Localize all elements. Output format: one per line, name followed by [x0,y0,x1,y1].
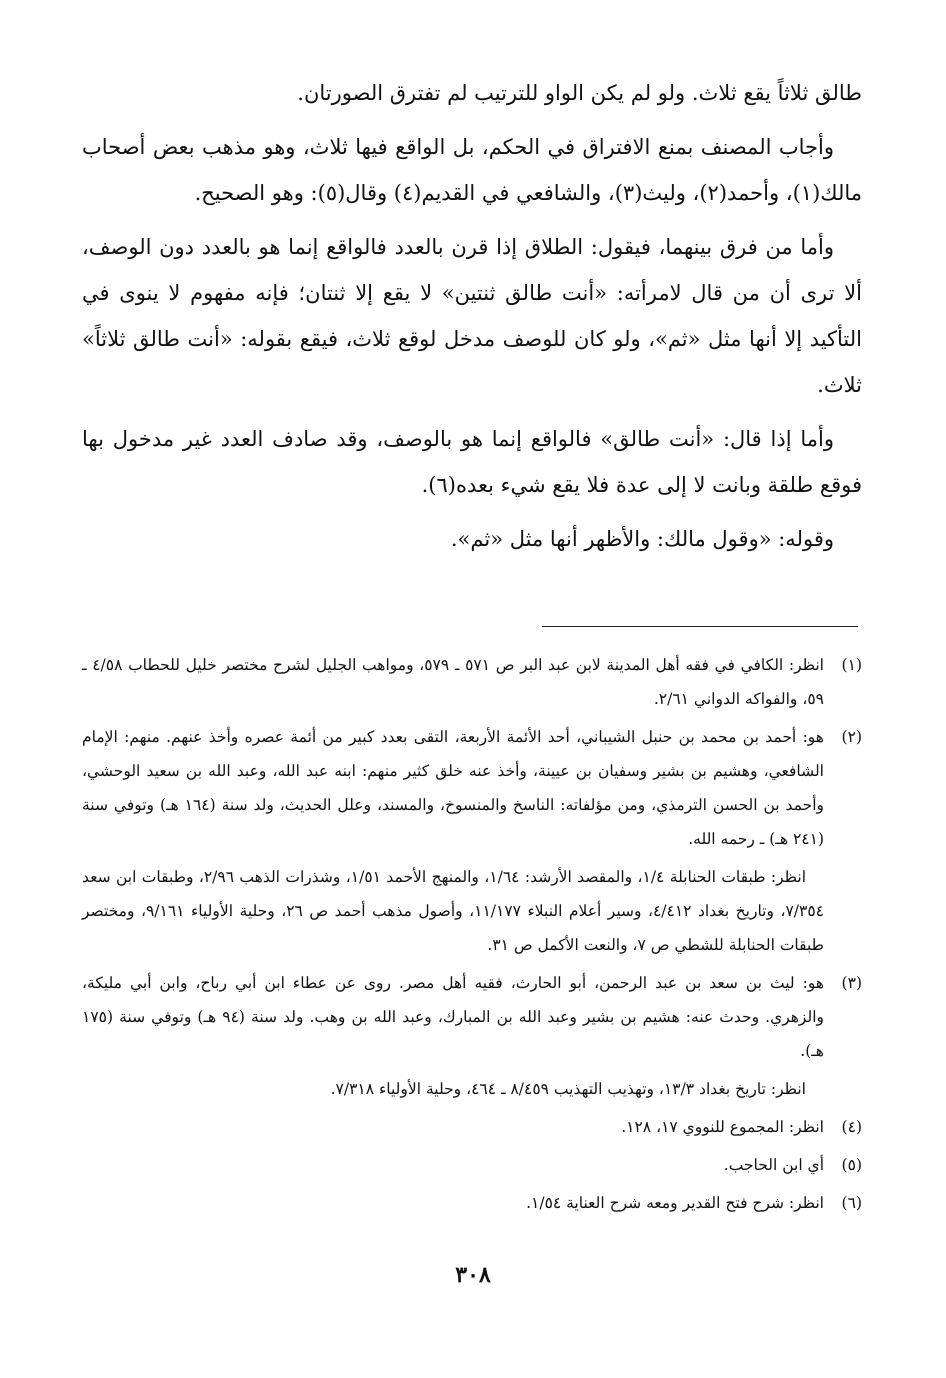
paragraph: وقوله: «وقول مالك: والأظهر أنها مثل «ثم». [450,527,834,551]
footnote-number: (٤) [841,1118,862,1136]
footnote-text: انظر: شرح فتح القدير ومعه شرح العناية ١/٥٤. [526,1194,824,1212]
paragraph: طالق ثلاثاً يقع ثلاث. ولو لم يكن الواو للترتيب لم تفترق الصورتان. [297,81,862,105]
footnote [82,1148,862,1182]
footnote [82,966,862,1068]
paragraph: وأجاب المصنف بمنع الافتراق في الحكم، بل الواقع فيها ثلاث، وهو مذهب بعض أصحاب مالك(١)، وأحمد(٢)، وليث(٣)، والشافعي في القديم(٤) وقال(٥): وهو الصحيح. [82,135,862,205]
footnote [82,1110,862,1144]
footnote [82,1186,862,1220]
footnote-text: انظر: المجموع للنووي ١٧، ١٢٨. [621,1118,824,1136]
footnote-number: (٥) [841,1156,862,1174]
paragraph: وأما من فرق بينهما، فيقول: الطلاق إذا قرن بالعدد فالواقع إنما هو بالعدد دون الوصف، ألا ترى أن من قال لامرأته: «أنت طالق ثنتين» لا يقع إلا ثنتان؛ فإنه مفهوم لا ينوى في التأكيد إلا أنها مثل «ثم»، ولو كان للوصف مدخل لوقع ثلاث، فيقع بقوله: «أنت طالق ثلاثاً» ثلاث. [82,235,862,397]
main-text [82,70,862,570]
footnote [82,648,862,716]
footnote-sources: انظر: تاريخ بغداد ١٣/٣، وتهذيب التهذيب ٨/٤٥٩ ـ ٤٦٤، وحلية الأولياء ٧/٣١٨. [330,1080,806,1098]
paragraph: وأما إذا قال: «أنت طالق» فالواقع إنما هو بالوصف، وقد صادف العدد غير مدخول بها فوقع طلقة وبانت لا إلى عدة فلا يقع شيء بعده(٦). [82,427,862,497]
footnote-text: أي ابن الحاجب. [723,1156,824,1174]
footnote-number: (٦) [841,1194,862,1212]
page-number: ٣٠٨ [455,1262,491,1288]
footnote-number: (١) [841,656,862,674]
footnote-divider [542,626,858,627]
footnote [82,720,862,856]
footnotes [82,648,862,1224]
footnote-number: (٣) [841,974,862,992]
footnote-text: انظر: الكافي في فقه أهل المدينة لابن عبد البر ص ٥٧١ ـ ٥٧٩، ومواهب الجليل لشرح مختصر خليل للحطاب ٤/٥٨ ـ ٥٩، والفواكه الدواني ٢/٦١. [82,656,824,708]
footnote-text: هو: ليث بن سعد بن عبد الرحمن، أبو الحارث، فقيه أهل مصر. روى عن عطاء ابن أبي رباح، وابن أبي مليكة، والزهري. وحدث عنه: هشيم بن بشير وعبد الله بن المبارك، وعبد الله بن وهب. ولد سنة (٩٤ هـ) وتوفي سنة (١٧٥ هـ). [82,974,824,1060]
footnote-sources: انظر: طبقات الحنابلة ١/٤، والمقصد الأرشد: ١/٦٤، والمنهج الأحمد ١/٥١، وشذرات الذهب ٢/٩٦، وطبقات ابن سعد ٧/٣٥٤، وتاريخ بغداد ٤/٤١٢، وسير أعلام النبلاء ١١/١٧٧، وأصول مذهب أحمد ص ٢٦، وحلية الأولياء ٩/١٦١، ومختصر طبقات الحنابلة للشطي ص ٧، والنعت الأكمل ص ٣١. [82,868,824,954]
footnote-text: هو: أحمد بن محمد بن حنبل الشيباني، أحد الأئمة الأربعة، التقى بعدد كبير من أئمة عصره وأخذ عنهم. منهم: الإمام الشافعي، وهشيم بن بشير وسفيان بن عيينة، وأخذ عنه خلق كثير منهم: ابنه عبد الله، وعبد الله بن سعيد الوحشي، وأحمد بن الحسن الترمذي، ومن مؤلفاته: الناسخ والمنسوخ، والمسند، وعلل الحديث، ولد سنة (١٦٤ هـ) وتوفي سنة (٢٤١ هـ) ـ رحمه الله. [82,728,824,848]
footnote-number: (٢) [841,728,862,746]
